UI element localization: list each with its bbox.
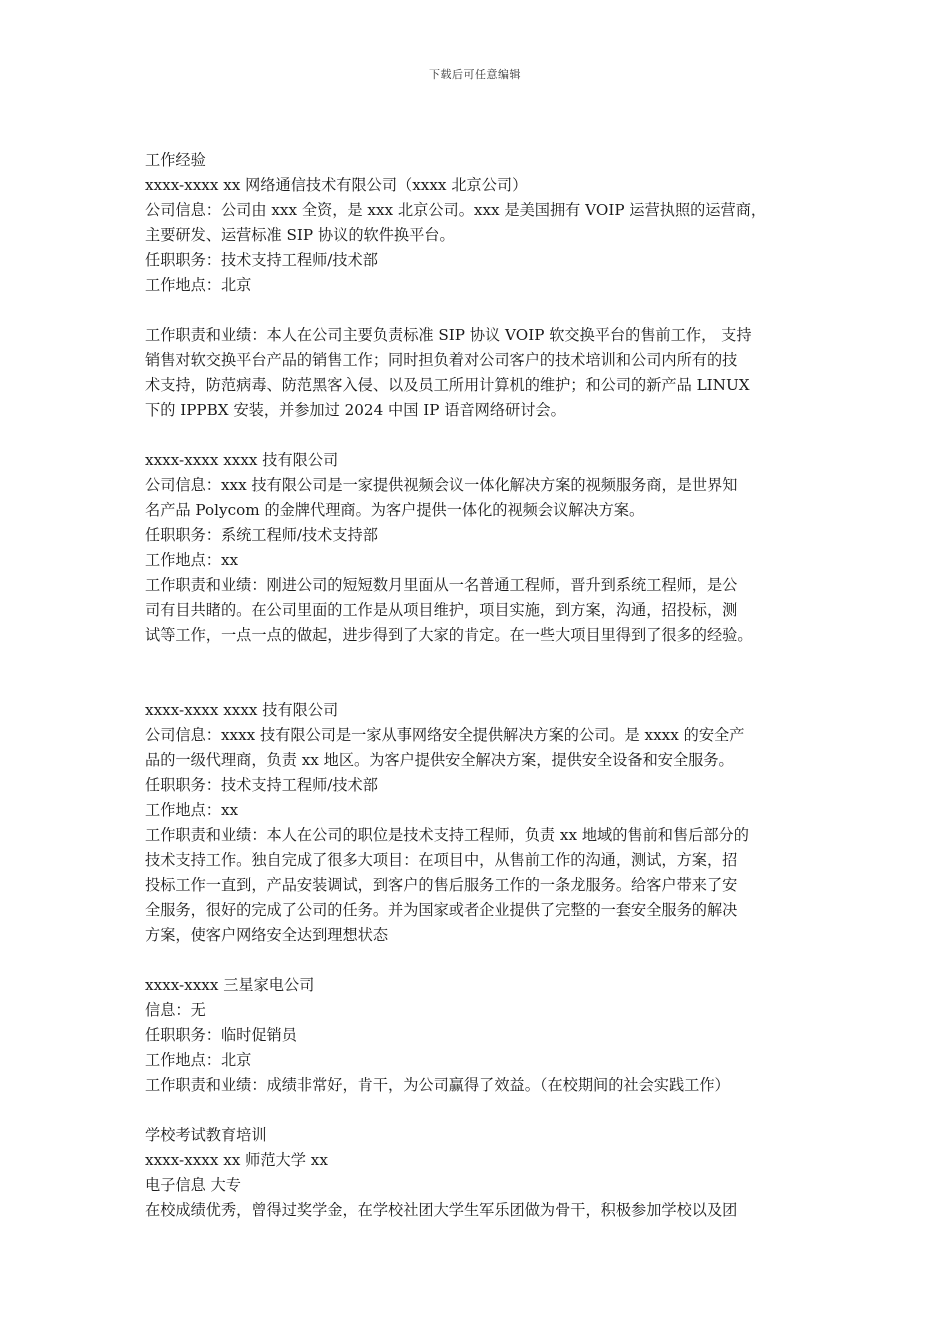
blank-line xyxy=(145,298,815,323)
page-header: 下载后可任意编辑 xyxy=(429,68,521,81)
job-3-location: 工作地点：xx xyxy=(145,801,239,819)
job-3-company-info-cont: 品的一级代理商，负责 xx 地区。为客户提供安全解决方案，提供安全设备和安全服务。 xyxy=(145,751,734,769)
job-3-heading: xxxx-xxxx xxxx 技有限公司 xyxy=(145,701,339,719)
job-2-position: 任职职务：系统工程师/技术支持部 xyxy=(145,526,378,544)
job-2-duties-cont: 司有目共睹的。在公司里面的工作是从项目维护，项目实施，到方案，沟通，招投标，测 xyxy=(145,601,738,619)
job-1-duties: 工作职责和业绩：本人在公司主要负责标准 SIP 协议 VOIP 软交换平台的售前工作， 支持 xyxy=(145,326,752,344)
blank-line xyxy=(145,423,815,448)
job-3-duties-cont: 全服务，很好的完成了公司的任务。并为国家或者企业提供了完整的一套安全服务的解决 xyxy=(145,901,738,919)
blank-line xyxy=(145,948,815,973)
job-3-position: 任职职务：技术支持工程师/技术部 xyxy=(145,776,378,794)
job-1-heading: xxxx-xxxx xx 网络通信技术有限公司（xxxx 北京公司） xyxy=(145,176,528,194)
job-1-duties-cont: 下的 IPPBX 安装，并参加过 2024 中国 IP 语音网络研讨会。 xyxy=(145,401,566,419)
education-details: 在校成绩优秀，曾得过奖学金，在学校社团大学生军乐团做为骨干，积极参加学校以及团 xyxy=(145,1201,738,1219)
job-4-position: 任职职务：临时促销员 xyxy=(145,1026,297,1044)
job-1-company-info-cont: 主要研发、运营标准 SIP 协议的软件换平台。 xyxy=(145,226,455,244)
section-title-education: 学校考试教育培训 xyxy=(145,1126,267,1144)
job-1-duties-cont: 销售对软交换平台产品的销售工作；同时担负着对公司客户的技术培训和公司内所有的技 xyxy=(145,351,738,369)
job-4-heading: xxxx-xxxx 三星家电公司 xyxy=(145,976,315,994)
job-1-company-info: 公司信息：公司由 xxx 全资，是 xxx 北京公司。xxx 是美国拥有 VOIP 运营执照的运营商， xyxy=(145,201,767,219)
job-2-company-info-cont: 名产品 Polycom 的金牌代理商。为客户提供一体化的视频会议解决方案。 xyxy=(145,501,645,519)
job-2-duties-cont: 试等工作，一点一点的做起，进步得到了大家的肯定。在一些大项目里得到了很多的经验。 xyxy=(145,626,753,644)
job-4-location: 工作地点：北京 xyxy=(145,1051,252,1069)
job-2-company-info: 公司信息：xxx 技有限公司是一家提供视频会议一体化解决方案的视频服务商，是世界知 xyxy=(145,476,738,494)
job-1-location: 工作地点：北京 xyxy=(145,276,252,294)
job-2-heading: xxxx-xxxx xxxx 技有限公司 xyxy=(145,451,339,469)
job-1-duties-cont: 术支持，防范病毒、防范黑客入侵、以及员工所用计算机的维护；和公司的新产品 LINUX xyxy=(145,376,750,394)
job-1-position: 任职职务：技术支持工程师/技术部 xyxy=(145,251,378,269)
education-heading: xxxx-xxxx xx 师范大学 xx xyxy=(145,1151,328,1169)
job-4-duties: 工作职责和业绩：成绩非常好，肯干，为公司赢得了效益。（在校期间的社会实践工作） xyxy=(145,1076,730,1094)
section-title-work-experience: 工作经验 xyxy=(145,151,206,169)
job-4-info: 信息：无 xyxy=(145,1001,206,1019)
blank-line xyxy=(145,673,815,698)
job-2-duties: 工作职责和业绩：刚进公司的短短数月里面从一名普通工程师，晋升到系统工程师，是公 xyxy=(145,576,738,594)
job-3-duties-cont: 方案，使客户网络安全达到理想状态 xyxy=(145,926,388,944)
job-3-duties: 工作职责和业绩：本人在公司的职位是技术支持工程师，负责 xx 地域的售前和售后部分的 xyxy=(145,826,749,844)
blank-line xyxy=(145,1098,815,1123)
blank-line xyxy=(145,648,815,673)
job-3-duties-cont: 技术支持工作。独自完成了很多大项目：在项目中，从售前工作的沟通，测试，方案，招 xyxy=(145,851,738,869)
education-major: 电子信息 大专 xyxy=(145,1176,241,1194)
job-3-duties-cont: 投标工作一直到，产品安装调试，到客户的售后服务工作的一条龙服务。给客户带来了安 xyxy=(145,876,738,894)
job-2-location: 工作地点：xx xyxy=(145,551,239,569)
resume-body xyxy=(145,148,815,1223)
job-3-company-info: 公司信息：xxxx 技有限公司是一家从事网络安全提供解决方案的公司。是 xxxx 的安全产 xyxy=(145,726,745,744)
